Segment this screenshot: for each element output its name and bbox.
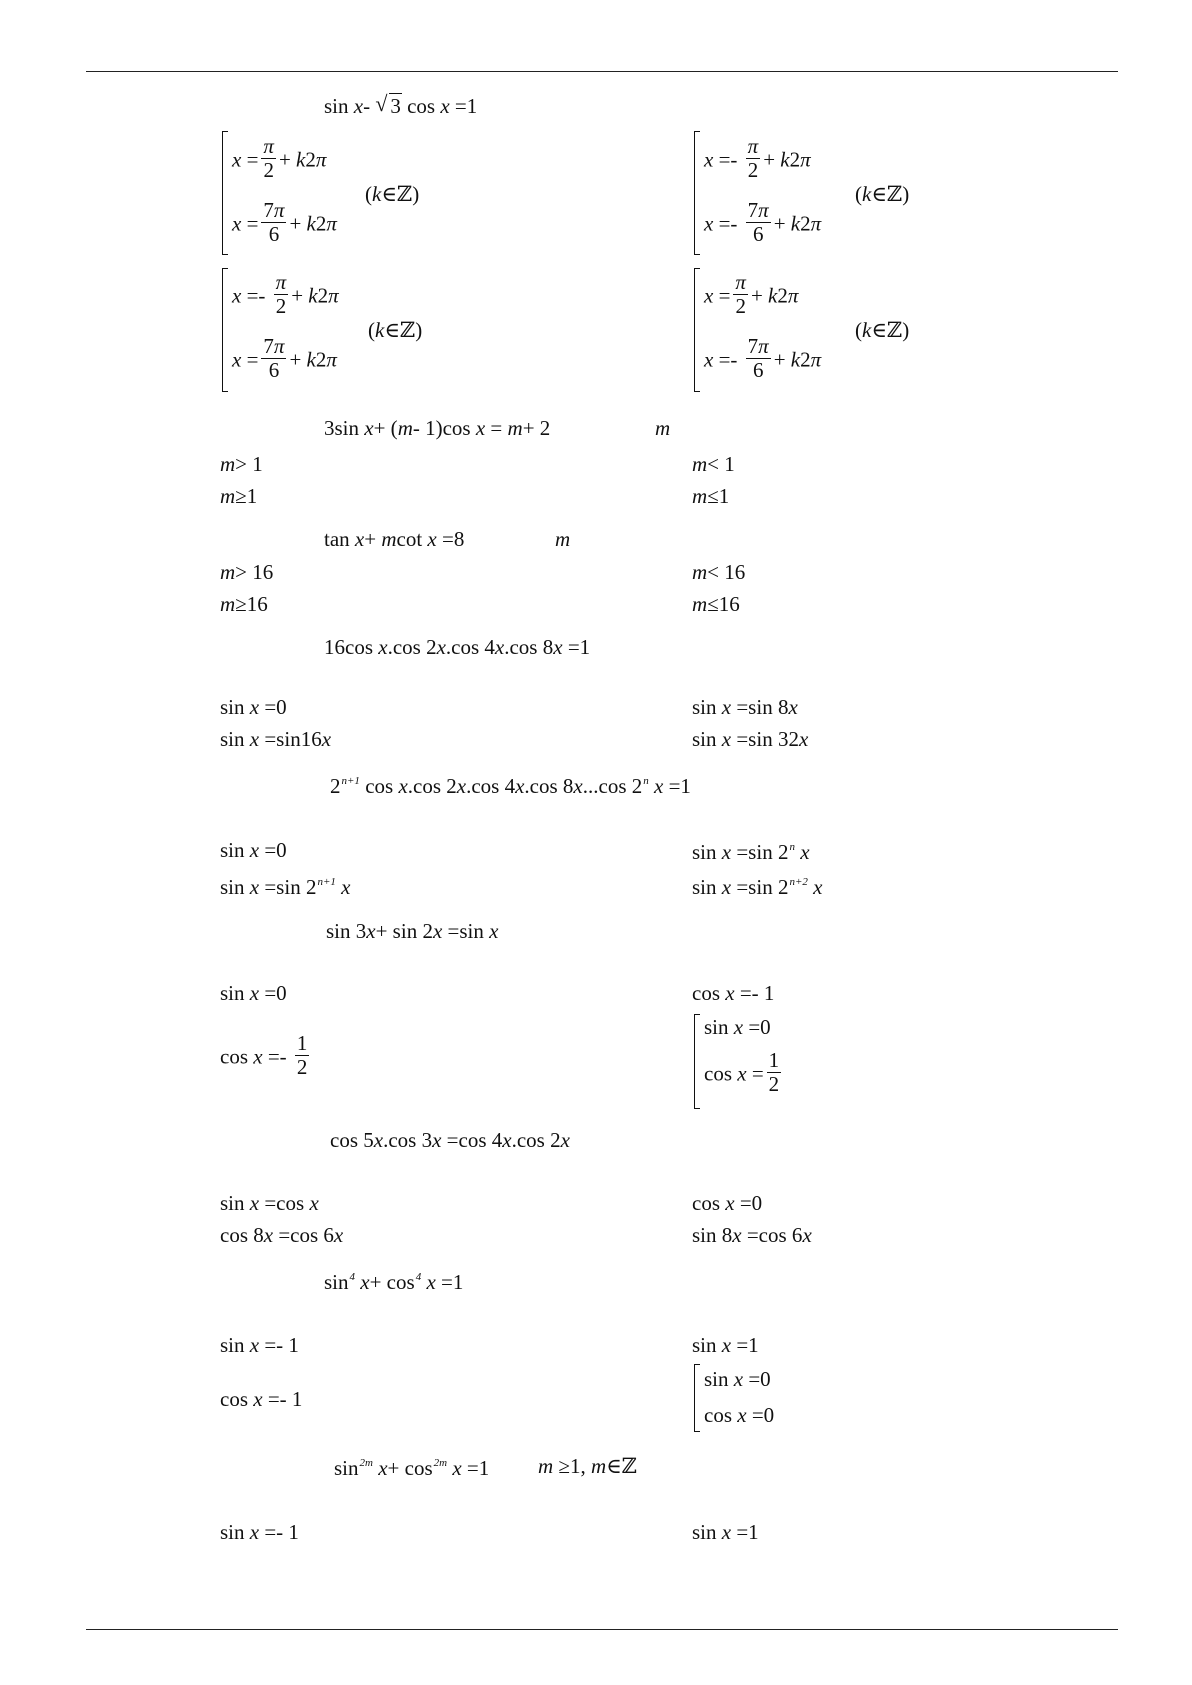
q3-stem: tan x+ mcot x =8 <box>324 527 465 551</box>
q5-option-d: sin x =sin $2^{n+2}$ x <box>692 875 823 899</box>
q4-stem: 16cos x.cos 2x.cos 4x.cos 8x =1 <box>324 635 591 659</box>
q3-option-b: m< 16 <box>692 560 746 584</box>
q9-option-a: sin x =- 1 <box>220 1520 299 1544</box>
q9-condition: m ≥1, m∈ℤ <box>538 1454 637 1478</box>
q8-option-a: sin x =- 1 <box>220 1333 299 1357</box>
q7-option-b: cos x =0 <box>692 1191 763 1215</box>
q6-stem: sin 3x+ sin 2x =sin x <box>326 919 499 943</box>
q4-option-b: sin x =sin 8x <box>692 695 798 719</box>
q4-option-c: sin x =sin16x <box>220 727 332 751</box>
q3-option-a: m> 16 <box>220 560 274 584</box>
q4-option-d: sin x =sin 32x <box>692 727 809 751</box>
q5-option-a: sin x =0 <box>220 838 287 862</box>
q1-stem: sin x- √ 3 cos x =1 <box>324 96 477 117</box>
q2-param: m <box>655 416 671 440</box>
q9-stem: $\sin^{2m} x+ \cos^{2m} x =1$ <box>334 1456 490 1480</box>
q8-stem: $\sin^4 x+ \cos^4 x =1$ <box>324 1270 464 1294</box>
q8-option-b: sin x =1 <box>692 1333 759 1357</box>
q6-option-b: cos x =- 1 <box>692 981 775 1005</box>
q6-option-c: cos x =- $\frac{1}{2}$ <box>220 1031 308 1080</box>
q2-option-d: m≤1 <box>692 484 730 508</box>
header-rule <box>86 71 1118 72</box>
q5-stem: $2^{n+1}$ cos x.cos 2x.cos 4x.cos 8x...cos 2$^n$ x =1 <box>330 774 691 798</box>
q5-option-c: sin x =sin $2^{n+1}$ x <box>220 875 351 899</box>
q7-option-c: cos 8x =cos 6x <box>220 1223 344 1247</box>
q2-option-c: m≥1 <box>220 484 258 508</box>
q9-option-b: sin x =1 <box>692 1520 759 1544</box>
q2-stem: 3sin x+ (m- 1)cos x = m+ 2 <box>324 416 551 440</box>
q3-param: m <box>555 527 571 551</box>
q2-option-a: m> 1 <box>220 452 263 476</box>
q7-option-a: sin x =cos x <box>220 1191 319 1215</box>
footer-rule <box>86 1629 1118 1630</box>
q8-option-c: cos x =- 1 <box>220 1387 303 1411</box>
q3-option-d: m≤16 <box>692 592 740 616</box>
q4-option-a: sin x =0 <box>220 695 287 719</box>
q7-stem: cos 5x.cos 3x =cos 4x.cos 2x <box>330 1128 570 1152</box>
q3-option-c: m≥16 <box>220 592 268 616</box>
q7-option-d: sin 8x =cos 6x <box>692 1223 812 1247</box>
q5-option-b: sin x =sin 2$^n$ x <box>692 840 810 864</box>
q6-option-a: sin x =0 <box>220 981 287 1005</box>
q2-option-b: m< 1 <box>692 452 735 476</box>
